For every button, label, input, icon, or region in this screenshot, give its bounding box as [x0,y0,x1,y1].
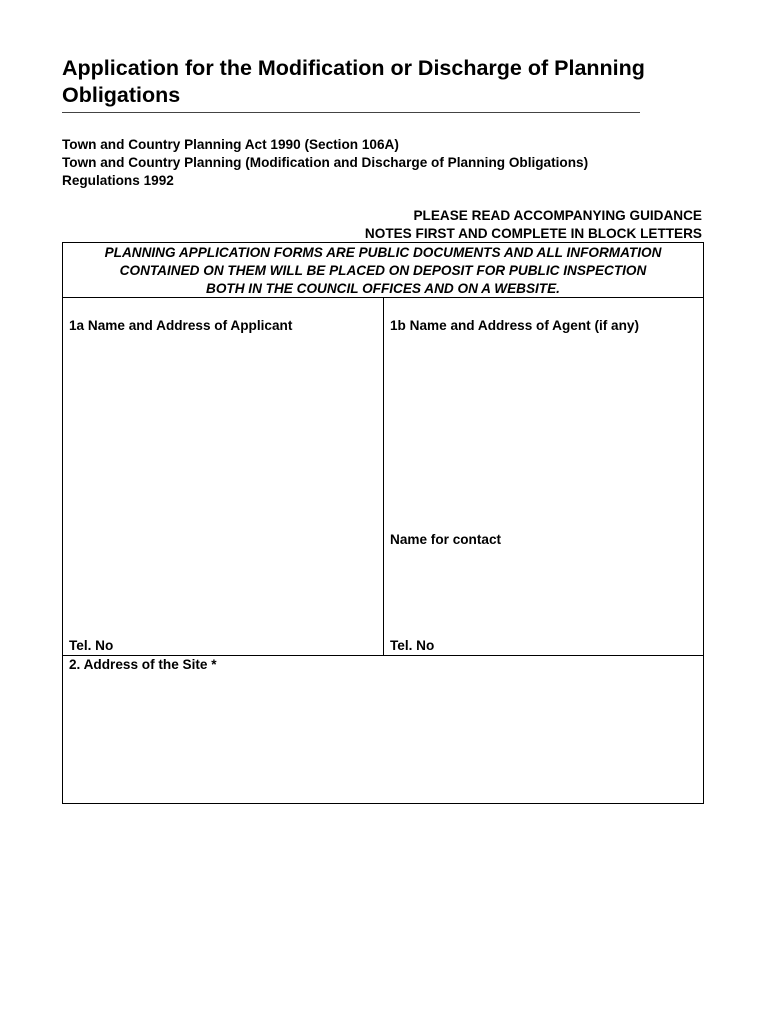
public-documents-notice [63,243,703,298]
form-title: Application for the Modification or Discharge of Planning Obligations [62,56,645,107]
guidance-line-2: NOTES FIRST AND COMPLETE IN BLOCK LETTERS [364,226,702,241]
notice-line-2: CONTAINED ON THEM WILL BE PLACED ON DEPOSIT FOR PUBLIC INSPECTION [119,263,647,278]
title-underline [62,112,640,113]
column-divider [383,298,384,655]
legislation-line-2: Town and Country Planning (Modification and Discharge of Planning Obligations) [62,155,589,170]
notice-line-3: BOTH IN THE COUNCIL OFFICES AND ON A WEBSITE. [206,281,560,296]
section-divider [63,655,703,656]
contact-name-field[interactable]: Name for contact [390,532,502,547]
application-form-table [62,242,704,804]
legislation-line-1: Town and Country Planning Act 1990 (Section 106A) [62,137,399,152]
notice-line-1: PLANNING APPLICATION FORMS ARE PUBLIC DOCUMENTS AND ALL INFORMATION [104,245,662,260]
guidance-line-1: PLEASE READ ACCOMPANYING GUIDANCE [413,208,702,223]
applicant-name-address-field[interactable]: 1a Name and Address of Applicant [69,318,293,333]
site-address-field[interactable]: 2. Address of the Site * [69,657,217,672]
legislation-references [62,136,722,190]
agent-name-address-field[interactable]: 1b Name and Address of Agent (if any) [390,318,640,333]
guidance-instructions [365,207,702,243]
legislation-line-3: Regulations 1992 [62,173,174,188]
agent-tel-field[interactable]: Tel. No [390,638,435,653]
applicant-tel-field[interactable]: Tel. No [69,638,114,653]
